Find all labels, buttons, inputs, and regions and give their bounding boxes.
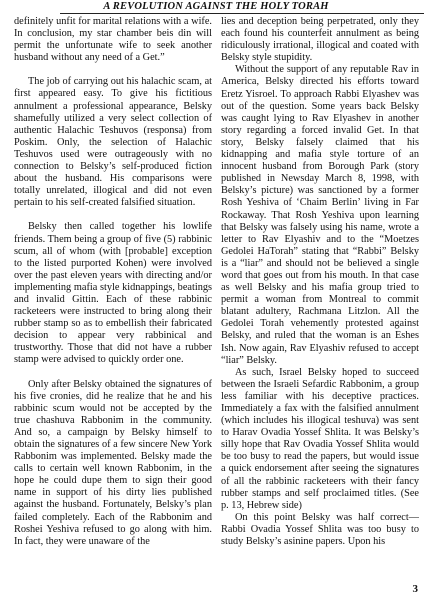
right-column xyxy=(221,16,419,582)
paragraph: Only after Belsky obtained the signatures of his five cronies, did he realize that he and his rabbinic scum would not be accepted by the true chashuva Rabbonim in the community. And so, a campaign by Belsky himself to obtain the signatures of a few sincere New York Rabbonim was implemented. Belsky made the calls to certain well known Rabbonim, in the hope he could dupe them to sign their good name in support of his dirty lies published against the husband. Fortunately, Belsky’s plan failed completely. Each of the Rabbonim and Roshei Yeshiva refused to go along with him. In fact, they were unaware of the xyxy=(14,378,212,547)
running-header: A REVOLUTION AGAINST THE HOLY TORAH xyxy=(103,1,329,12)
header-rule xyxy=(60,13,424,14)
left-column xyxy=(14,16,212,582)
paragraph: Without the support of any reputable Rav in America, Belsky directed his efforts toward Eretz Yisroel. To approach Rabbi Elyashev was out of the question. Some years back Belsky was caught lying to Rav Elyashev in another story regarding a forced invalid Get. In that story, Belsky falsely claimed that his kidnapping and mafia style torture of an innocent husband from Borough Park (story published in Newsday March 8, 1998, with Belsky’s picture) was sanctioned by a former Rosh Yeshiva of ‘Chaim Berlin’ living in Far Rockaway. That Rosh Yeshiva upon learning that Belsky was falsely using his name, wrote a letter to Rav Elyashiv and to the “Moetzes Gedolei HaTorah” stating that “Rabbi” Belsky is a “liar” and should not be believed a single word that goes out from his mouth. In that case as well Belsky and his mafia group tried to permit a woman from Montreal to commit blatant adultery, Rachmana Litzlon. All the Gedolei Torah vehemently protested against Belsky, and ruled that the woman is an Eshes Ish. Now again, Rav Elyashiv refused to accept “liar” Belsky. xyxy=(221,64,419,366)
paragraph: lies and deception being perpetrated, only they each found his counterfeit annulment as being ridiculously irrational, illogical and coated with Belsky style stupidity. xyxy=(221,16,419,64)
paragraph: As such, Israel Belsky hoped to succeed between the Israeli Sefardic Rabbonim, a group less familiar with his deceptive practices. Immediately a fax with the falsified annulment (which includes his illogical teshuva) was sent to Harav Ovadia Yossef Shlita. It was Belsky’s silly hope that Rav Ovadia Yossef Shlita would be too busy to read the papers, but would issue a quick endorsement after seeing the signatures of all the rabbinic racketeers with their fancy rubber stamps and self proclaimed titles. (See p. 13, Hebrew side) xyxy=(221,366,419,511)
page-number: 3 xyxy=(412,583,418,595)
paragraph: definitely unfit for marital relations with a wife. In conclusion, my star chamber beis din will permit the unfortunate wife to seek another husband without any need of a Get.” xyxy=(14,16,212,64)
paragraph: On this point Belsky was half correct—Rabbi Ovadia Yossef Shlita was too busy to study Belsky’s asinine papers. Upon his xyxy=(221,511,419,548)
paragraph: Belsky then called together his lowlife friends. Them being a group of five (5) rabbinic scum, all of whom (with [probable] exception to the listed purported Kohen) were involved over the past eleven years with directing and/or implementing mafia style kidnappings, beatings and invalid Gittin. Each of these rabbinic racketeers were instructed to bring along their rubber stamp so as to embellish their fabricated decision to appear very rabbinical and trustworthy. Those that did not have a rubber stamp were advised to quickly order one. xyxy=(14,221,212,366)
paragraph: The job of carrying out his halachic scam, at first appeared easy. To give his fictitious annulment a professional appearance, Belsky shamefully utilized a very select collection of authentic Halachic Teshuvos (responsa) from Poskim. Only, the selection of Halachic Teshuvos used were outrageously with no connection to Belsky’s self-produced fiction about the husband. His comparisons were totally unrelated, illogical and did not even pertain to his self-created falsified situation. xyxy=(14,76,212,209)
